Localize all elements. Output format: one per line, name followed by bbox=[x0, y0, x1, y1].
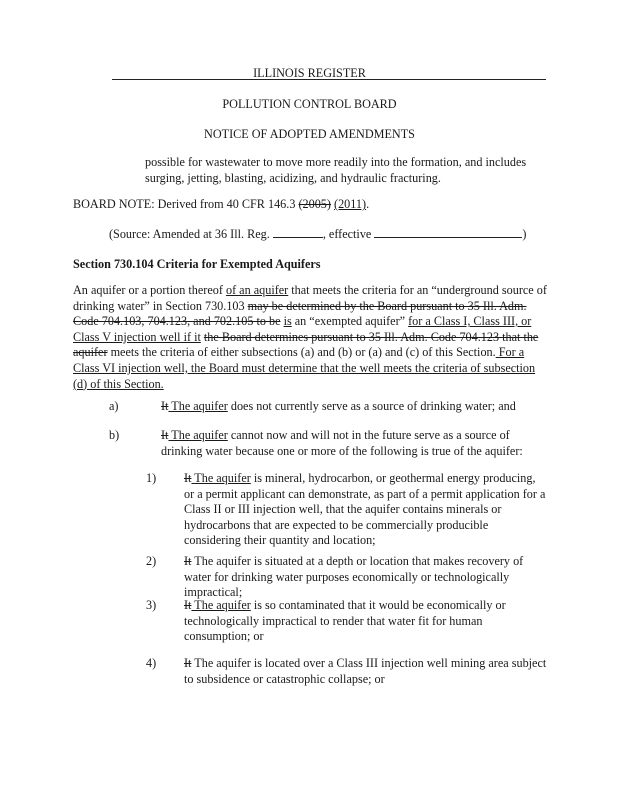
intro-text-6: meets the criteria of either subsections (a) and (b) or (a) and (c) of this Section. bbox=[107, 345, 496, 360]
intro-inserted-4: For a Class VI injection well, the Board must determine that the well meets the criteria of subsection (d) of this Section. bbox=[73, 345, 536, 391]
intro-text-4: an “exempted aquifer” bbox=[291, 314, 409, 329]
subsection-a-text bbox=[161, 399, 546, 415]
carryover-paragraph bbox=[145, 155, 555, 186]
subitem-1-inserted: The aquifer bbox=[191, 471, 251, 485]
board-note-prefix: BOARD NOTE: Derived from 40 CFR 146.3 bbox=[73, 197, 299, 211]
intro-inserted-1: of an aquifer bbox=[225, 283, 289, 297]
subitem-1-label: 1) bbox=[146, 471, 157, 485]
subitem-4-struck: It bbox=[184, 656, 192, 670]
subitem-1-struck: It bbox=[184, 471, 192, 485]
subitem-4-text bbox=[184, 656, 547, 687]
carryover-line-2: surging, jetting, blasting, acidizing, and hydraulic fracturing. bbox=[145, 170, 441, 185]
subitem-2-rest: is situated at a depth or location that makes recovery of water for drinking water purposes economically or technologically impractical; bbox=[184, 554, 524, 600]
subitem-4-label: 4) bbox=[146, 656, 157, 670]
board-note bbox=[73, 197, 551, 213]
subitem-3-struck: It bbox=[184, 598, 192, 612]
section-heading: Section 730.104 Criteria for Exempted Aquifers bbox=[73, 257, 321, 271]
subitem-2-inserted: The aquifer bbox=[191, 554, 251, 568]
intro-struck-1: may be determined by the Board pursuant to 35 Ill. Adm. Code 704.103, 704.123, and 702.105 to be bbox=[73, 298, 527, 329]
subsection-b-label: b) bbox=[109, 428, 120, 442]
subsection-a-rest: does not currently serve as a source of drinking water; and bbox=[227, 399, 516, 413]
notice-title: NOTICE OF ADOPTED AMENDMENTS bbox=[204, 127, 415, 141]
board-title: POLLUTION CONTROL BOARD bbox=[222, 97, 397, 111]
source-suffix: ) bbox=[522, 227, 527, 241]
intro-struck-2: the Board determines pursuant to 35 Ill. Adm. Code 704.123 that the aquifer bbox=[73, 329, 539, 360]
board-note-new-year: (2011) bbox=[334, 197, 367, 211]
subsection-a-inserted: The aquifer bbox=[168, 399, 228, 413]
source-middle: , effective bbox=[322, 227, 375, 241]
subitem-2-label: 2) bbox=[146, 554, 157, 568]
subitem-2-text bbox=[184, 554, 547, 601]
intro-text-2: that meets the criteria for an “underground source of drinking water” in Section 730.103 bbox=[73, 283, 547, 313]
source-prefix: (Source: Amended at 36 Ill. Reg. bbox=[109, 227, 273, 241]
intro-paragraph bbox=[73, 283, 551, 392]
subitem-3-text bbox=[184, 598, 547, 645]
subitem-3-inserted: The aquifer bbox=[191, 598, 251, 612]
register-title: ILLINOIS REGISTER bbox=[253, 66, 366, 80]
carryover-line-1: possible for wastewater to move more readily into the formation, and includes bbox=[145, 155, 527, 169]
subitem-2-struck: It bbox=[184, 554, 192, 568]
subitem-4-rest: is located over a Class III injection well mining area subject to subsidence or catastrophic collapse; or bbox=[184, 656, 547, 686]
intro-inserted-3: for a Class I, Class III, or Class V injection well if it bbox=[73, 314, 532, 344]
board-note-struck-year: (2005) bbox=[298, 197, 331, 211]
subitem-1-text bbox=[184, 471, 547, 549]
source-effective-blank bbox=[374, 227, 522, 238]
subsection-a-label: a) bbox=[109, 399, 119, 413]
intro-text-1: An aquifer or a portion thereof bbox=[73, 283, 226, 297]
source-note bbox=[109, 227, 549, 243]
subitem-3-rest: is so contaminated that it would be economically or technologically impractical to render that water fit for human consumption; or bbox=[184, 598, 506, 644]
subsection-b-rest: cannot now and will not in the future serve as a source of drinking water because one or more of the following is true of the aquifer: bbox=[161, 428, 523, 458]
intro-inserted-2: is bbox=[283, 314, 292, 329]
subitem-1-rest: is mineral, hydrocarbon, or geothermal energy producing, or a permit applicant can demonstrate, as part of a permit application for a Class II or III injection well, that the aquifer contains minerals or hydrocarbons that are expected to be commercially producible considering their quantity and location; bbox=[184, 471, 546, 548]
subsection-b-inserted: The aquifer bbox=[168, 428, 228, 442]
subsection-b-struck: It bbox=[161, 428, 169, 442]
subsection-b-text bbox=[161, 428, 546, 459]
board-note-suffix: . bbox=[366, 197, 370, 211]
subitem-3-label: 3) bbox=[146, 598, 157, 612]
subitem-4-inserted: The aquifer bbox=[191, 656, 251, 670]
subsection-a-struck: It bbox=[161, 399, 169, 413]
source-volume-blank bbox=[273, 227, 323, 238]
